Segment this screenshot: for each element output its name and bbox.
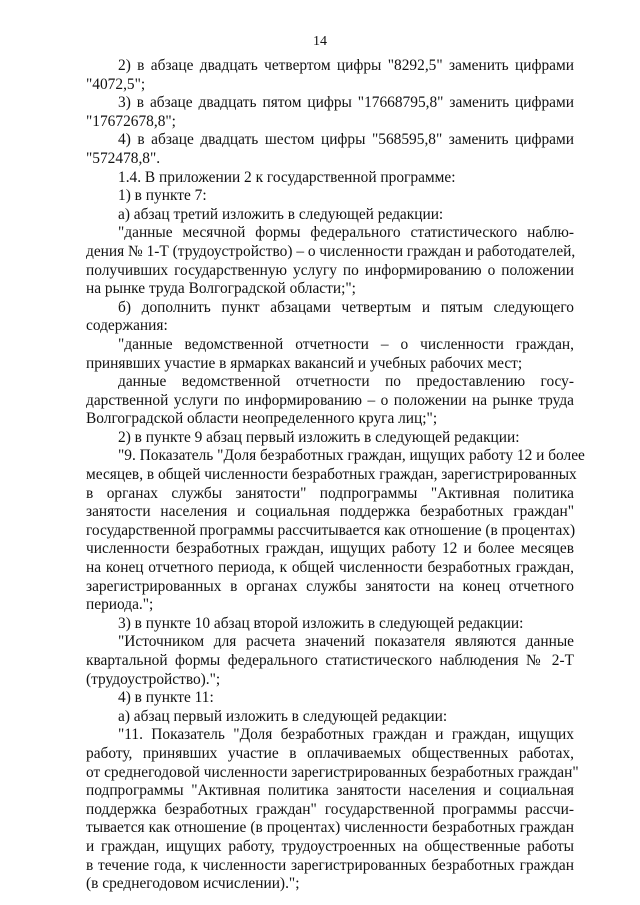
text-line: подпрограммы "Активная политика занятости населения и социальная (86, 782, 574, 800)
text-line: "Источником для расчета значений показателя являются данные (118, 633, 574, 651)
text-line: на рынке труда Волгоградской области;"; (86, 280, 356, 298)
text-line: 1.4. В приложении 2 к государственной программе: (118, 168, 456, 186)
text-line: дарственной услуги по информированию – о положении на рынке труда (86, 391, 574, 409)
text-line: в течение года, к численности зарегистрированных безработных граждан (86, 856, 574, 874)
text-line: от среднегодовой численности зарегистрированных безработных граждан" (86, 763, 579, 781)
text-line: "11. Показатель "Доля безработных граждан и граждан, ищущих (118, 726, 574, 744)
text-line: 4) в пункте 11: (118, 689, 214, 707)
text-line: государственной программы рассчитывается как отношение (в процентах) (86, 521, 576, 539)
text-line: 3) в пункте 10 абзац второй изложить в следующей редакции: (118, 614, 524, 632)
text-line: и граждан, ищущих работу, трудоустроенных на общественные работы (86, 837, 574, 855)
text-line: "17672678,8"; (86, 112, 176, 130)
text-line: месяцев, в общей численности безработных граждан, зарегистрированных (86, 466, 577, 484)
text-line: (в среднегодовом исчислении)."; (86, 875, 300, 893)
text-line: 3) в абзаце двадцать пятом цифры "17668795,8" заменить цифрами (118, 94, 574, 112)
text-line: а) абзац первый изложить в следующей редакции: (118, 707, 448, 725)
text-line: численности безработных граждан, ищущих работу 12 и более месяцев (86, 540, 574, 558)
text-line: 2) в пункте 9 абзац первый изложить в следующей редакции: (118, 428, 520, 446)
text-line: квартальной формы федерального статистического наблюдения № 2-Т (86, 652, 574, 669)
text-line: а) абзац третий изложить в следующей редакции: (118, 205, 444, 223)
text-line: "572478,8". (86, 149, 161, 167)
text-line: 1) в пункте 7: (118, 187, 207, 205)
text-line: "9. Показатель "Доля безработных граждан, ищущих работу 12 и более (118, 447, 585, 465)
text-line: принявших участие в ярмарках вакансий и учебных рабочих мест; (86, 354, 523, 372)
text-line: поддержка безработных граждан" государственной программы рассчи- (86, 800, 574, 818)
text-line: 4) в абзаце двадцать шестом цифры "568595,8" заменить цифрами (118, 131, 574, 149)
text-line: "данные ведомственной отчетности – о численности граждан, (118, 335, 574, 353)
page-number: 14 (313, 34, 327, 49)
text-line: тывается как отношение (в процентах) численности безработных граждан (86, 819, 574, 837)
document-body (86, 57, 585, 894)
text-line: "данные месячной формы федерального статистического наблю- (118, 224, 574, 242)
text-line: зарегистрированных в органах службы занятости на конец отчетного (86, 577, 574, 595)
text-line: дения № 1-Т (трудоустройство) – о численности граждан и работодателей, (86, 242, 576, 260)
text-line: 2) в абзаце двадцать четвертом цифры "8292,5" заменить цифрами (118, 57, 574, 74)
text-line: (трудоустройство)."; (86, 670, 221, 688)
text-line: занятости населения и социальная поддержка безработных граждан" (86, 503, 574, 521)
text-line: на конец отчетного периода, к общей численности безработных граждан, (86, 559, 574, 577)
text-line: в органах службы занятости" подпрограммы "Активная политика (86, 484, 574, 502)
text-line: "4072,5"; (86, 75, 146, 93)
text-line: данные ведомственной отчетности по предоставлению госу- (118, 373, 574, 391)
text-line: Волгоградской области неопределенного круга лиц;"; (86, 410, 438, 428)
text-line: получивших государственную услугу по информированию о положении (86, 261, 574, 279)
text-line: периода."; (86, 596, 154, 614)
text-line: б) дополнить пункт абзацами четвертым и пятым следующего (118, 298, 574, 316)
text-line: работу, принявших участие в оплачиваемых общественных работах, (86, 744, 574, 762)
text-line: содержания: (86, 317, 168, 335)
